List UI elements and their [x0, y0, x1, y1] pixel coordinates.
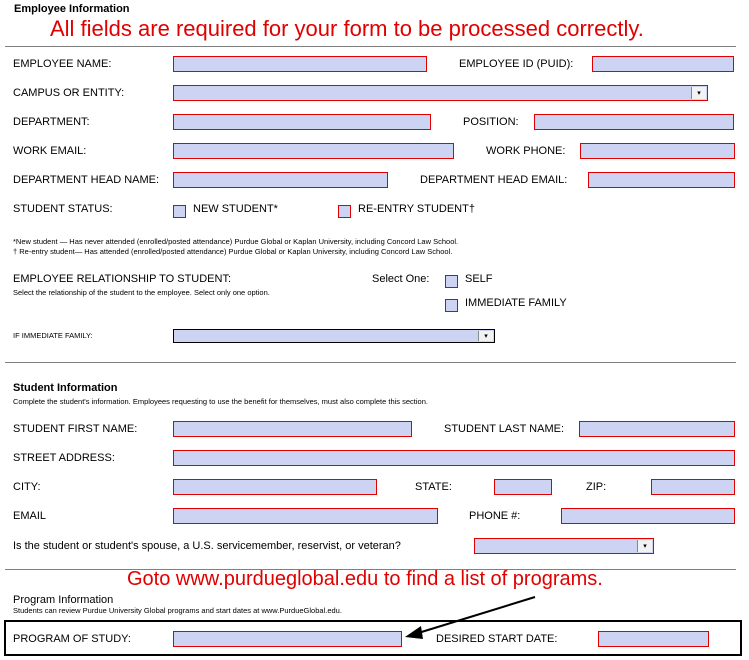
employee-id-label: EMPLOYEE ID (PUID): [459, 58, 574, 70]
state-field[interactable] [494, 479, 552, 495]
immediate-family-label: IMMEDIATE FAMILY [465, 297, 567, 309]
footnote-new-student: *New student — Has never attended (enrolled/posted attendance) Purdue Global or Kaplan University, including Concord Law School. [13, 237, 459, 246]
self-label: SELF [465, 273, 493, 285]
veteran-question-label: Is the student or student's spouse, a U.S. servicemember, reservist, or veteran? [13, 540, 401, 552]
city-label: CITY: [13, 481, 41, 493]
department-field[interactable] [173, 114, 431, 130]
program-of-study-field[interactable] [173, 631, 402, 647]
immediate-family-checkbox[interactable] [445, 299, 458, 312]
divider [5, 362, 736, 363]
start-date-label: DESIRED START DATE: [436, 633, 558, 645]
work-phone-label: WORK PHONE: [486, 145, 566, 157]
arrow-icon [395, 590, 545, 645]
street-address-field[interactable] [173, 450, 735, 466]
employee-name-label: EMPLOYEE NAME: [13, 58, 112, 70]
chevron-down-icon[interactable]: ▾ [478, 331, 493, 341]
chevron-down-icon[interactable]: ▾ [691, 87, 706, 99]
position-field[interactable] [534, 114, 734, 130]
campus-select[interactable] [173, 85, 708, 101]
chevron-down-icon[interactable]: ▾ [637, 540, 652, 552]
zip-field[interactable] [651, 479, 735, 495]
street-address-label: STREET ADDRESS: [13, 452, 115, 464]
student-last-name-label: STUDENT LAST NAME: [444, 423, 565, 435]
dept-head-name-field[interactable] [173, 172, 388, 188]
employee-section-title: Employee Information [14, 3, 130, 15]
city-field[interactable] [173, 479, 377, 495]
new-student-checkbox[interactable] [173, 205, 186, 218]
dept-head-email-field[interactable] [588, 172, 735, 188]
reentry-student-checkbox[interactable] [338, 205, 351, 218]
zip-label: ZIP: [586, 481, 607, 493]
employee-name-field[interactable] [173, 56, 427, 72]
program-help: Students can review Purdue University Global programs and start dates at www.PurdueGlobal.edu. [13, 606, 342, 615]
phone-field[interactable] [561, 508, 735, 524]
if-immediate-family-label: IF IMMEDIATE FAMILY: [13, 331, 93, 340]
dept-head-name-label: DEPARTMENT HEAD NAME: [13, 174, 160, 186]
state-label: STATE: [415, 481, 452, 493]
reentry-student-label: RE-ENTRY STUDENT† [358, 203, 475, 215]
program-section-title: Program Information [13, 594, 114, 606]
student-section-title: Student Information [13, 382, 118, 394]
work-email-label: WORK EMAIL: [13, 145, 87, 157]
immediate-family-select[interactable] [173, 329, 495, 343]
program-link-banner: Goto www.purdueglobal.edu to find a list of programs. [127, 568, 603, 590]
new-student-label: NEW STUDENT* [193, 203, 278, 215]
veteran-select[interactable] [474, 538, 654, 554]
phone-label: PHONE #: [469, 510, 521, 522]
department-label: DEPARTMENT: [13, 116, 90, 128]
footnote-reentry-student: † Re-entry student— Has attended (enrolled/posted attendance) Purdue Global or Kaplan University, including Concord Law School. [13, 247, 453, 256]
work-email-field[interactable] [173, 143, 454, 159]
student-status-label: STUDENT STATUS: [13, 203, 113, 215]
relationship-help: Select the relationship of the student to the employee. Select only one option. [13, 288, 270, 297]
program-of-study-label: PROGRAM OF STUDY: [13, 633, 131, 645]
relationship-label: EMPLOYEE RELATIONSHIP TO STUDENT: [13, 273, 232, 285]
student-help: Complete the student's information. Employees requesting to use the benefit for themselves, must also complete this section. [13, 397, 428, 406]
required-fields-banner: All fields are required for your form to be processed correctly. [50, 16, 644, 41]
student-first-name-field[interactable] [173, 421, 412, 437]
student-email-field[interactable] [173, 508, 438, 524]
employee-id-field[interactable] [592, 56, 734, 72]
work-phone-field[interactable] [580, 143, 735, 159]
student-email-label: EMAIL [13, 510, 47, 522]
position-label: POSITION: [463, 116, 519, 128]
select-one-label: Select One: [372, 273, 430, 285]
dept-head-email-label: DEPARTMENT HEAD EMAIL: [420, 174, 568, 186]
campus-label: CAMPUS OR ENTITY: [13, 87, 125, 99]
self-checkbox[interactable] [445, 275, 458, 288]
student-first-name-label: STUDENT FIRST NAME: [13, 423, 138, 435]
student-last-name-field[interactable] [579, 421, 735, 437]
start-date-field[interactable] [598, 631, 709, 647]
divider [5, 46, 736, 47]
